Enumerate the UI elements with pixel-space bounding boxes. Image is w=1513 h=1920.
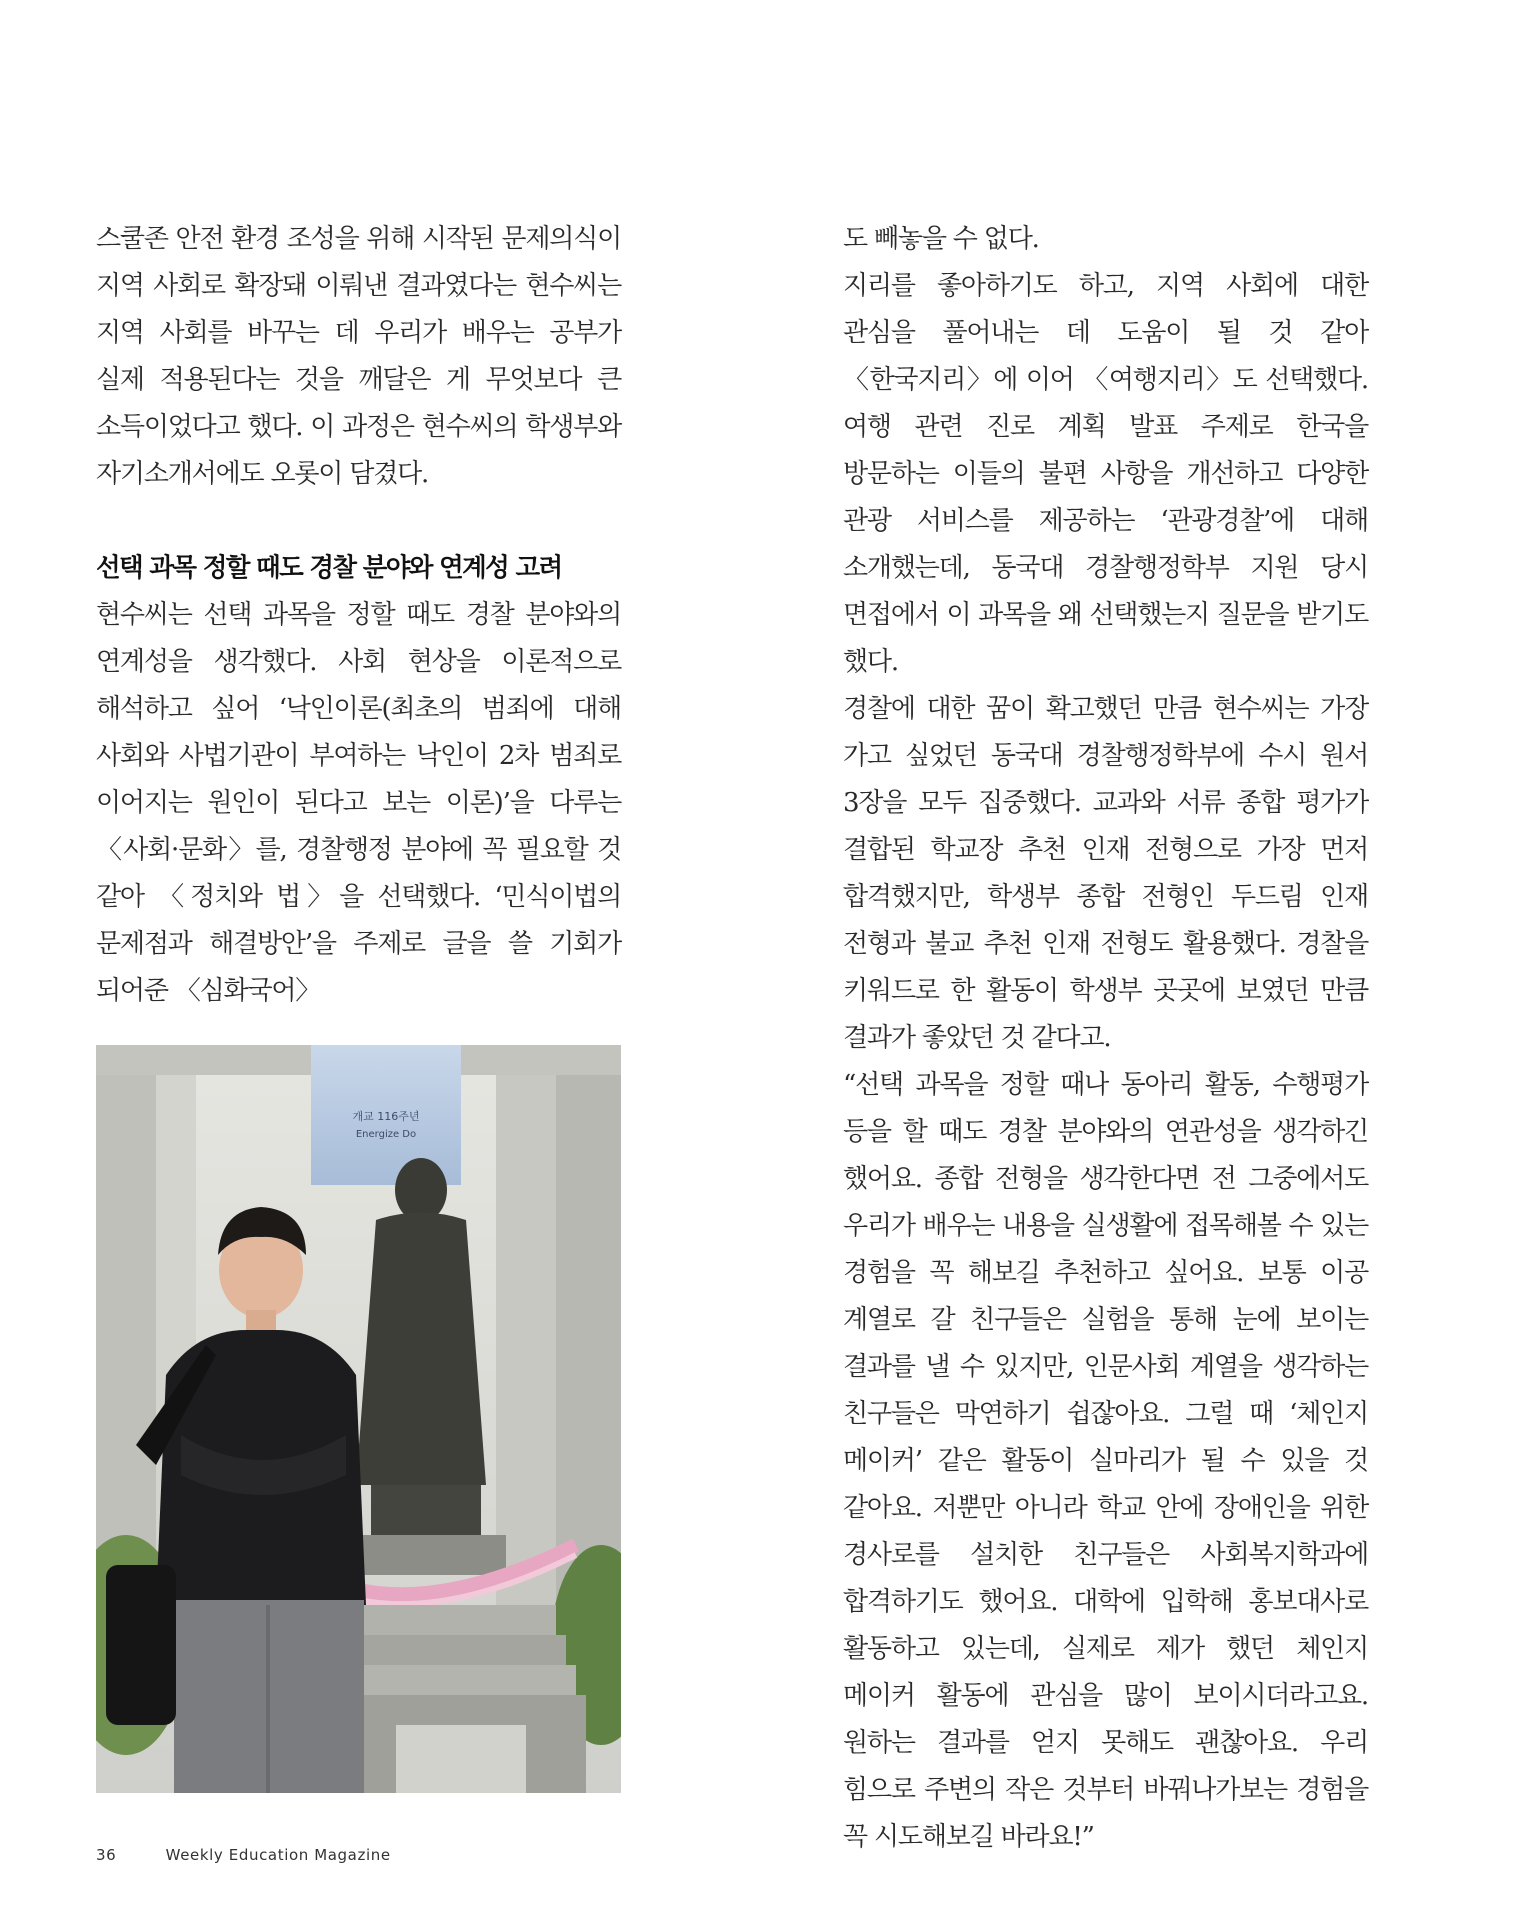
body-paragraph: 현수씨는 선택 과목을 정할 때도 경찰 분야와의 연계성을 생각했다. 사회 현상을 이론적으로 해석하고 싶어 ‘낙인이론(최초의 범죄에 대해 사회와 사법기관이 부여하는 낙인이 2차 범죄로 이어지는 원인이 된다고 보는 이론)’을 다루는 〈사회·문화〉를, 경찰행정 분야에 꼭 필요할 것 같아 〈정치와 법〉을 선택했다. ‘민식이법의 문제점과 해결방안’을 주제로 글을 쓸 기회가 되어준 〈심화국어〉 [96,600,621,1006]
banner-text: 개교 116주년 [352,1110,420,1123]
student-photo [96,1045,621,1793]
left-column [96,216,621,1015]
page-footer [96,1846,391,1864]
right-column [843,216,1368,1861]
page-number: 36 [96,1846,117,1864]
banner-text: Energize Do [355,1129,417,1140]
section-subheading: 선택 과목 정할 때도 경찰 분야와 연계성 고려 [96,553,562,583]
body-paragraph: “선택 과목을 정할 때나 동아리 활동, 수행평가 등을 할 때도 경찰 분야와의 연관성을 생각하긴 했어요. 종합 전형을 생각한다면 전 그중에서도 우리가 배우는 내용을 실생활에 접목해볼 수 있는 경험을 꼭 해보길 추천하고 싶어요. 보통 이공 계열로 갈 친구들은 실험을 통해 눈에 보이는 결과를 낼 수 있지만, 인문사회 계열을 생각하는 친구들은 막연하기 쉽잖아요. 그럴 때 ‘체인지 메이커’ 같은 활동이 실마리가 될 수 있을 것 같아요. 저뿐만 아니라 학교 안에 장애인을 위한 경사로를 설치한 친구들은 사회복지학과에 합격하기도 했어요. 대학에 입학해 홍보대사로 활동하고 있는데, 실제로 제가 했던 체인지 메이커 활동에 관심을 많이 보이시더라고요. 원하는 결과를 얻지 못해도 괜찮아요. 우리 힘으로 주변의 작은 것부터 바꿔나가보는 경험을 꼭 시도해보길 바라요!” [843,1070,1368,1852]
body-paragraph: 스쿨존 안전 환경 조성을 위해 시작된 문제의식이 지역 사회로 확장돼 이뤄낸 결과였다는 현수씨는 지역 사회를 바꾸는 데 우리가 배우는 공부가 실제 적용된다는 것을 깨달은 게 무엇보다 큰 소득이었다고 했다. 이 과정은 현수씨의 학생부와 자기소개서에도 오롯이 담겼다. [96,224,621,489]
magazine-name: Weekly Education Magazine [165,1846,391,1864]
body-paragraph: 지리를 좋아하기도 하고, 지역 사회에 대한 관심을 풀어내는 데 도움이 될 것 같아 〈한국지리〉에 이어 〈여행지리〉도 선택했다. 여행 관련 진로 계획 발표 주제로 한국을 방문하는 이들의 불편 사항을 개선하고 다양한 관광 서비스를 제공하는 ‘관광경찰’에 대해 소개했는데, 동국대 경찰행정학부 지원 당시 면접에서 이 과목을 왜 선택했는지 질문을 받기도 했다. [843,271,1368,677]
body-paragraph: 도 빼놓을 수 없다. [843,224,1039,254]
body-paragraph: 경찰에 대한 꿈이 확고했던 만큼 현수씨는 가장 가고 싶었던 동국대 경찰행정학부에 수시 원서 3장을 모두 집중했다. 교과와 서류 종합 평가가 결합된 학교장 추천 인재 전형으로 가장 먼저 합격했지만, 학생부 종합 전형인 두드림 인재 전형과 불교 추천 인재 전형도 활용했다. 경찰을 키워드로 한 활동이 학생부 곳곳에 보였던 만큼 결과가 좋았던 것 같다고. [843,694,1368,1053]
